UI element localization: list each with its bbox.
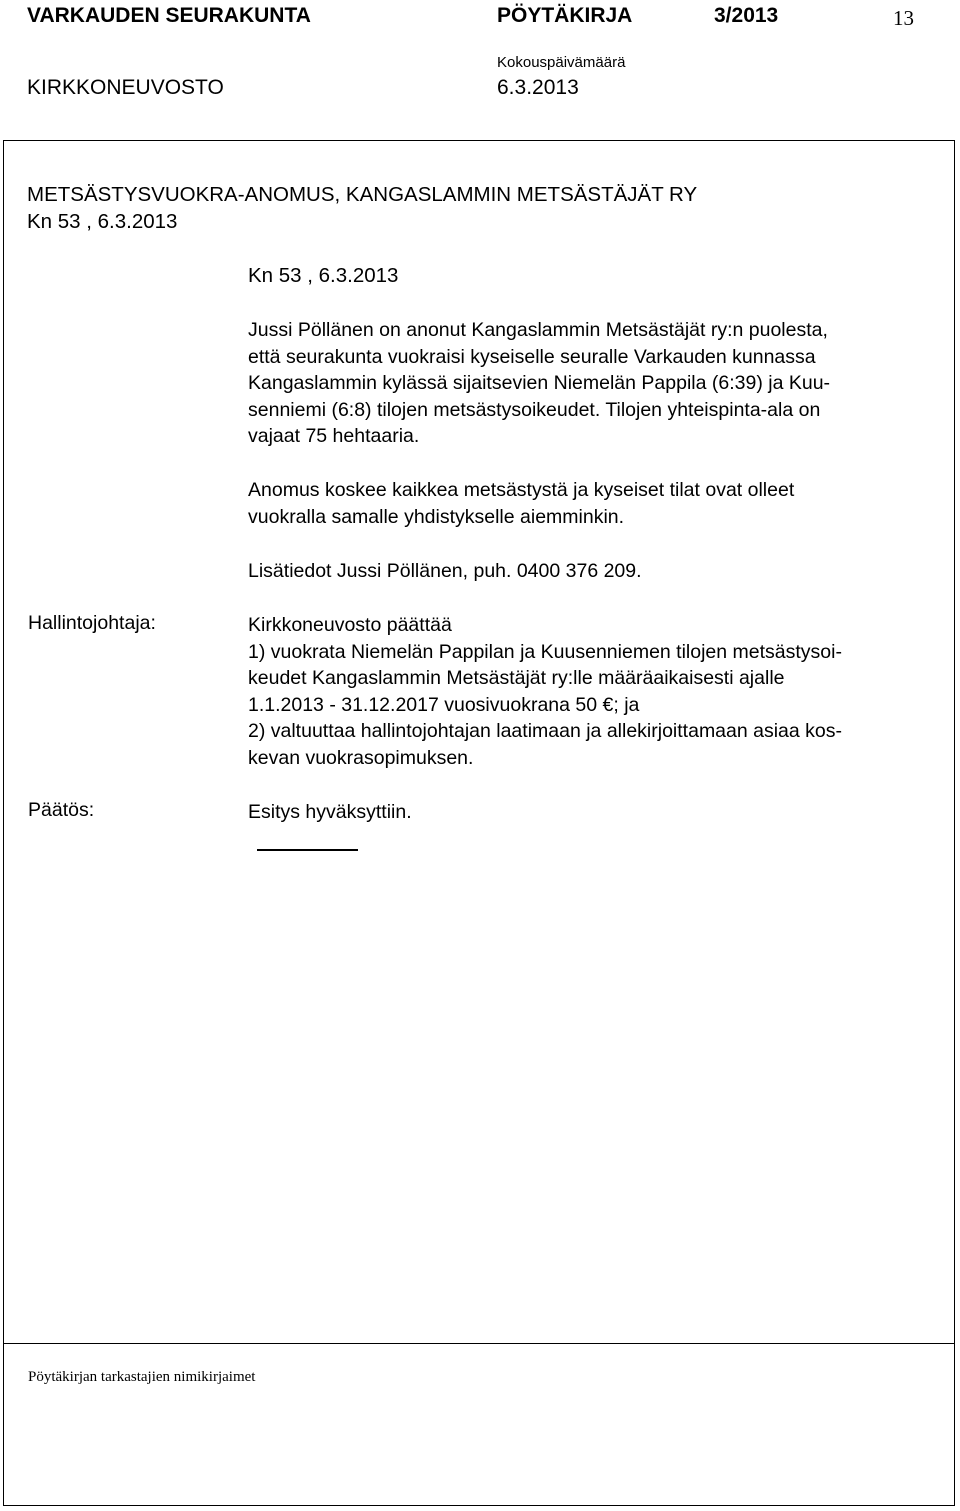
proposal-text [248,612,938,772]
text-line: että seurakunta vuokraisi kyseiselle seuralle Varkauden kunnassa [248,345,816,368]
signature-rule [257,849,358,851]
footer-signature-label: Pöytäkirjan tarkastajien nimikirjaimet [28,1369,256,1385]
decision-text [248,799,938,826]
paragraph-contact [248,558,938,585]
paragraph-application [248,317,938,450]
item-reference: Kn 53 , 6.3.2013 [27,210,178,233]
body-name: KIRKKONEUVOSTO [27,76,224,99]
text-line: Lisätiedot Jussi Pöllänen, puh. 0400 376 209. [248,560,642,582]
text-line: 1) vuokrata Niemelän Pappilan ja Kuusenniemen tilojen metsästysoi- [248,640,842,663]
text-line: Anomus koskee kaikkea metsästystä ja kyseiset tilat ovat olleet [248,479,795,501]
text-line: Kangaslammin kylässä sijaitsevien Niemelän Pappila (6:39) ja Kuu- [248,372,831,395]
item-reference-secondary: Kn 53 , 6.3.2013 [248,264,399,287]
item-title: METSÄSTYSVUOKRA-ANOMUS, KANGASLAMMIN METSÄSTÄJÄT RY [27,183,698,206]
document-type: PÖYTÄKIRJA [497,4,633,27]
decision-label: Päätös: [28,799,95,821]
text-line: Esitys hyväksyttiin. [248,801,412,823]
text-line: 2) valtuuttaa hallintojohtajan laatimaan ja allekirjoittamaan asiaa kos- [248,720,843,743]
proposal-label: Hallintojohtaja: [28,612,156,634]
text-line: senniemi (6:8) tilojen metsästysoikeudet. Tilojen yhteispinta-ala on [248,398,821,421]
text-line: keudet Kangaslammin Metsästäjät ry:lle määräaikaisesti ajalle [248,667,785,690]
organization-name: VARKAUDEN SEURAKUNTA [27,4,311,27]
text-line: vuokralla samalle yhdistykselle aiemminkin. [248,505,625,528]
text-line: vajaat 75 hehtaaria. [248,425,420,448]
paragraph-scope [248,477,938,530]
document-number: 3/2013 [714,4,779,27]
footer-divider [3,1343,955,1344]
page-number: 13 [893,6,914,30]
meeting-date: 6.3.2013 [497,76,579,99]
text-line: 1.1.2013 - 31.12.2017 vuosivuokrana 50 €; ja [248,693,640,716]
date-label: Kokouspäivämäärä [497,54,626,71]
text-line: Jussi Pöllänen on anonut Kangaslammin Metsästäjät ry:n puolesta, [248,319,828,341]
text-line: Kirkkoneuvosto päättää [248,614,452,636]
text-line: kevan vuokrasopimuksen. [248,746,474,769]
